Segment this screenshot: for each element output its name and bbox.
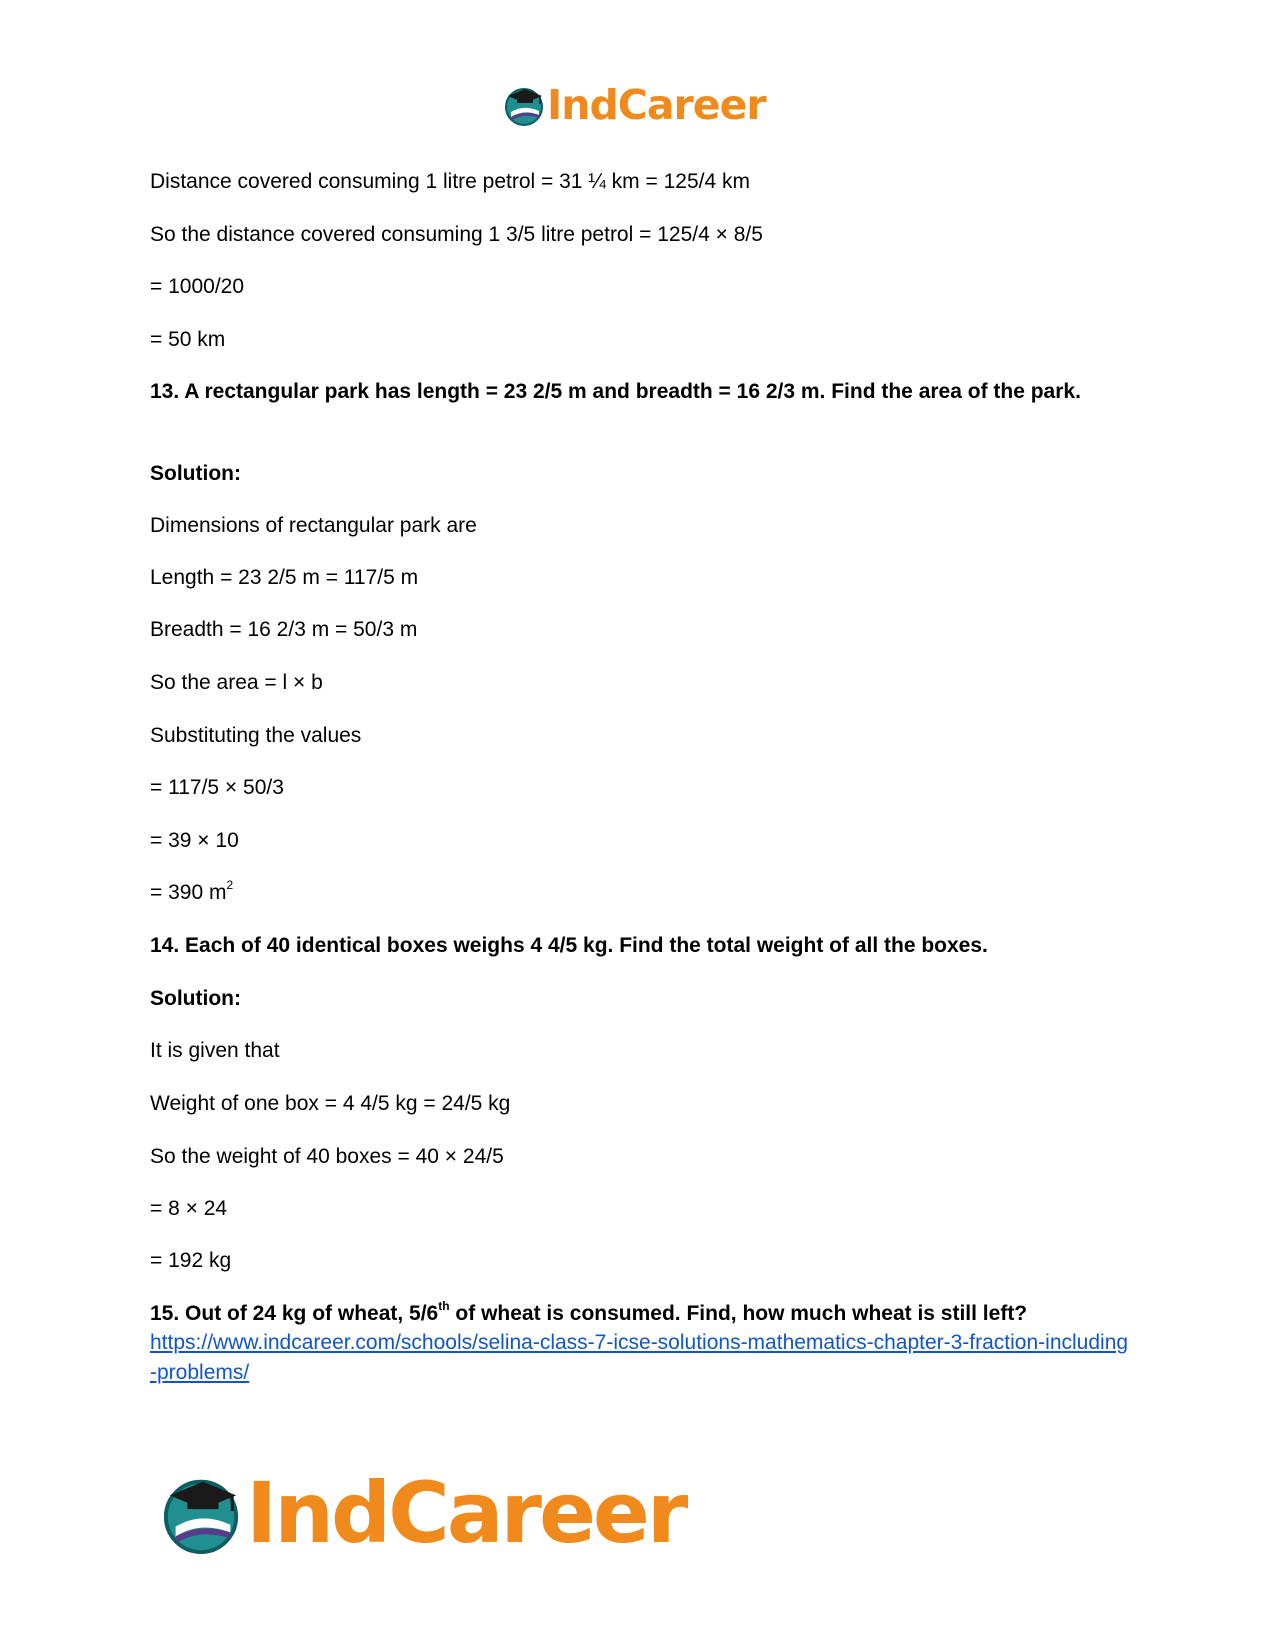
brand-name: IndCareer [547,80,766,129]
text-line: Length = 23 2/5 m = 117/5 m [150,566,419,589]
question-15 [150,1299,1130,1329]
text-line: Breadth = 16 2/3 m = 50/3 m [150,618,418,641]
graduation-cap-globe-icon [160,1472,242,1554]
brand-name: IndCareer [246,1464,686,1562]
footer-url-link[interactable]: https://www.indcareer.com/schools/selina-class-7-icse-solutions-mathematics-chapter-3-fraction-including-problems/ [150,1331,1129,1384]
question-15-part: 15. Out of 24 kg of wheat, 5/6 [150,1302,439,1325]
question-15-part: of wheat is consumed. Find, how much wheat is still left? [449,1302,1028,1325]
solution-heading: Solution: [150,987,241,1010]
text-line: So the weight of 40 boxes = 40 × 24/5 [150,1145,504,1168]
text-line: Distance covered consuming 1 litre petrol = 31 ¼ km = 125/4 km [150,170,750,193]
area-result: = 390 m [150,881,227,904]
logo-header [503,80,766,130]
text-line: = 192 kg [150,1249,232,1272]
text-line: = 1000/20 [150,275,245,298]
text-line [150,878,1130,908]
text-line: So the area = l × b [150,671,323,694]
text-line: Substituting the values [150,724,362,747]
logo-footer [160,1464,686,1562]
text-line: Dimensions of rectangular park are [150,514,477,537]
text-line: So the distance covered consuming 1 3/5 litre petrol = 125/4 × 8/5 [150,223,763,246]
solution-heading: Solution: [150,462,241,485]
text-line: = 39 × 10 [150,829,239,852]
question-14: 14. Each of 40 identical boxes weighs 4 4/5 kg. Find the total weight of all the boxes. [150,934,988,957]
text-line: It is given that [150,1039,280,1062]
text-line: = 117/5 × 50/3 [150,776,284,799]
question-13: 13. A rectangular park has length = 23 2/5 m and breadth = 16 2/3 m. Find the area of the park. [150,380,1081,403]
graduation-cap-globe-icon [503,84,545,126]
text-line: = 8 × 24 [150,1197,228,1220]
text-line: Weight of one box = 4 4/5 kg = 24/5 kg [150,1092,511,1115]
superscript: th [438,1299,450,1313]
text-line: = 50 km [150,328,226,351]
superscript: 2 [226,878,234,892]
